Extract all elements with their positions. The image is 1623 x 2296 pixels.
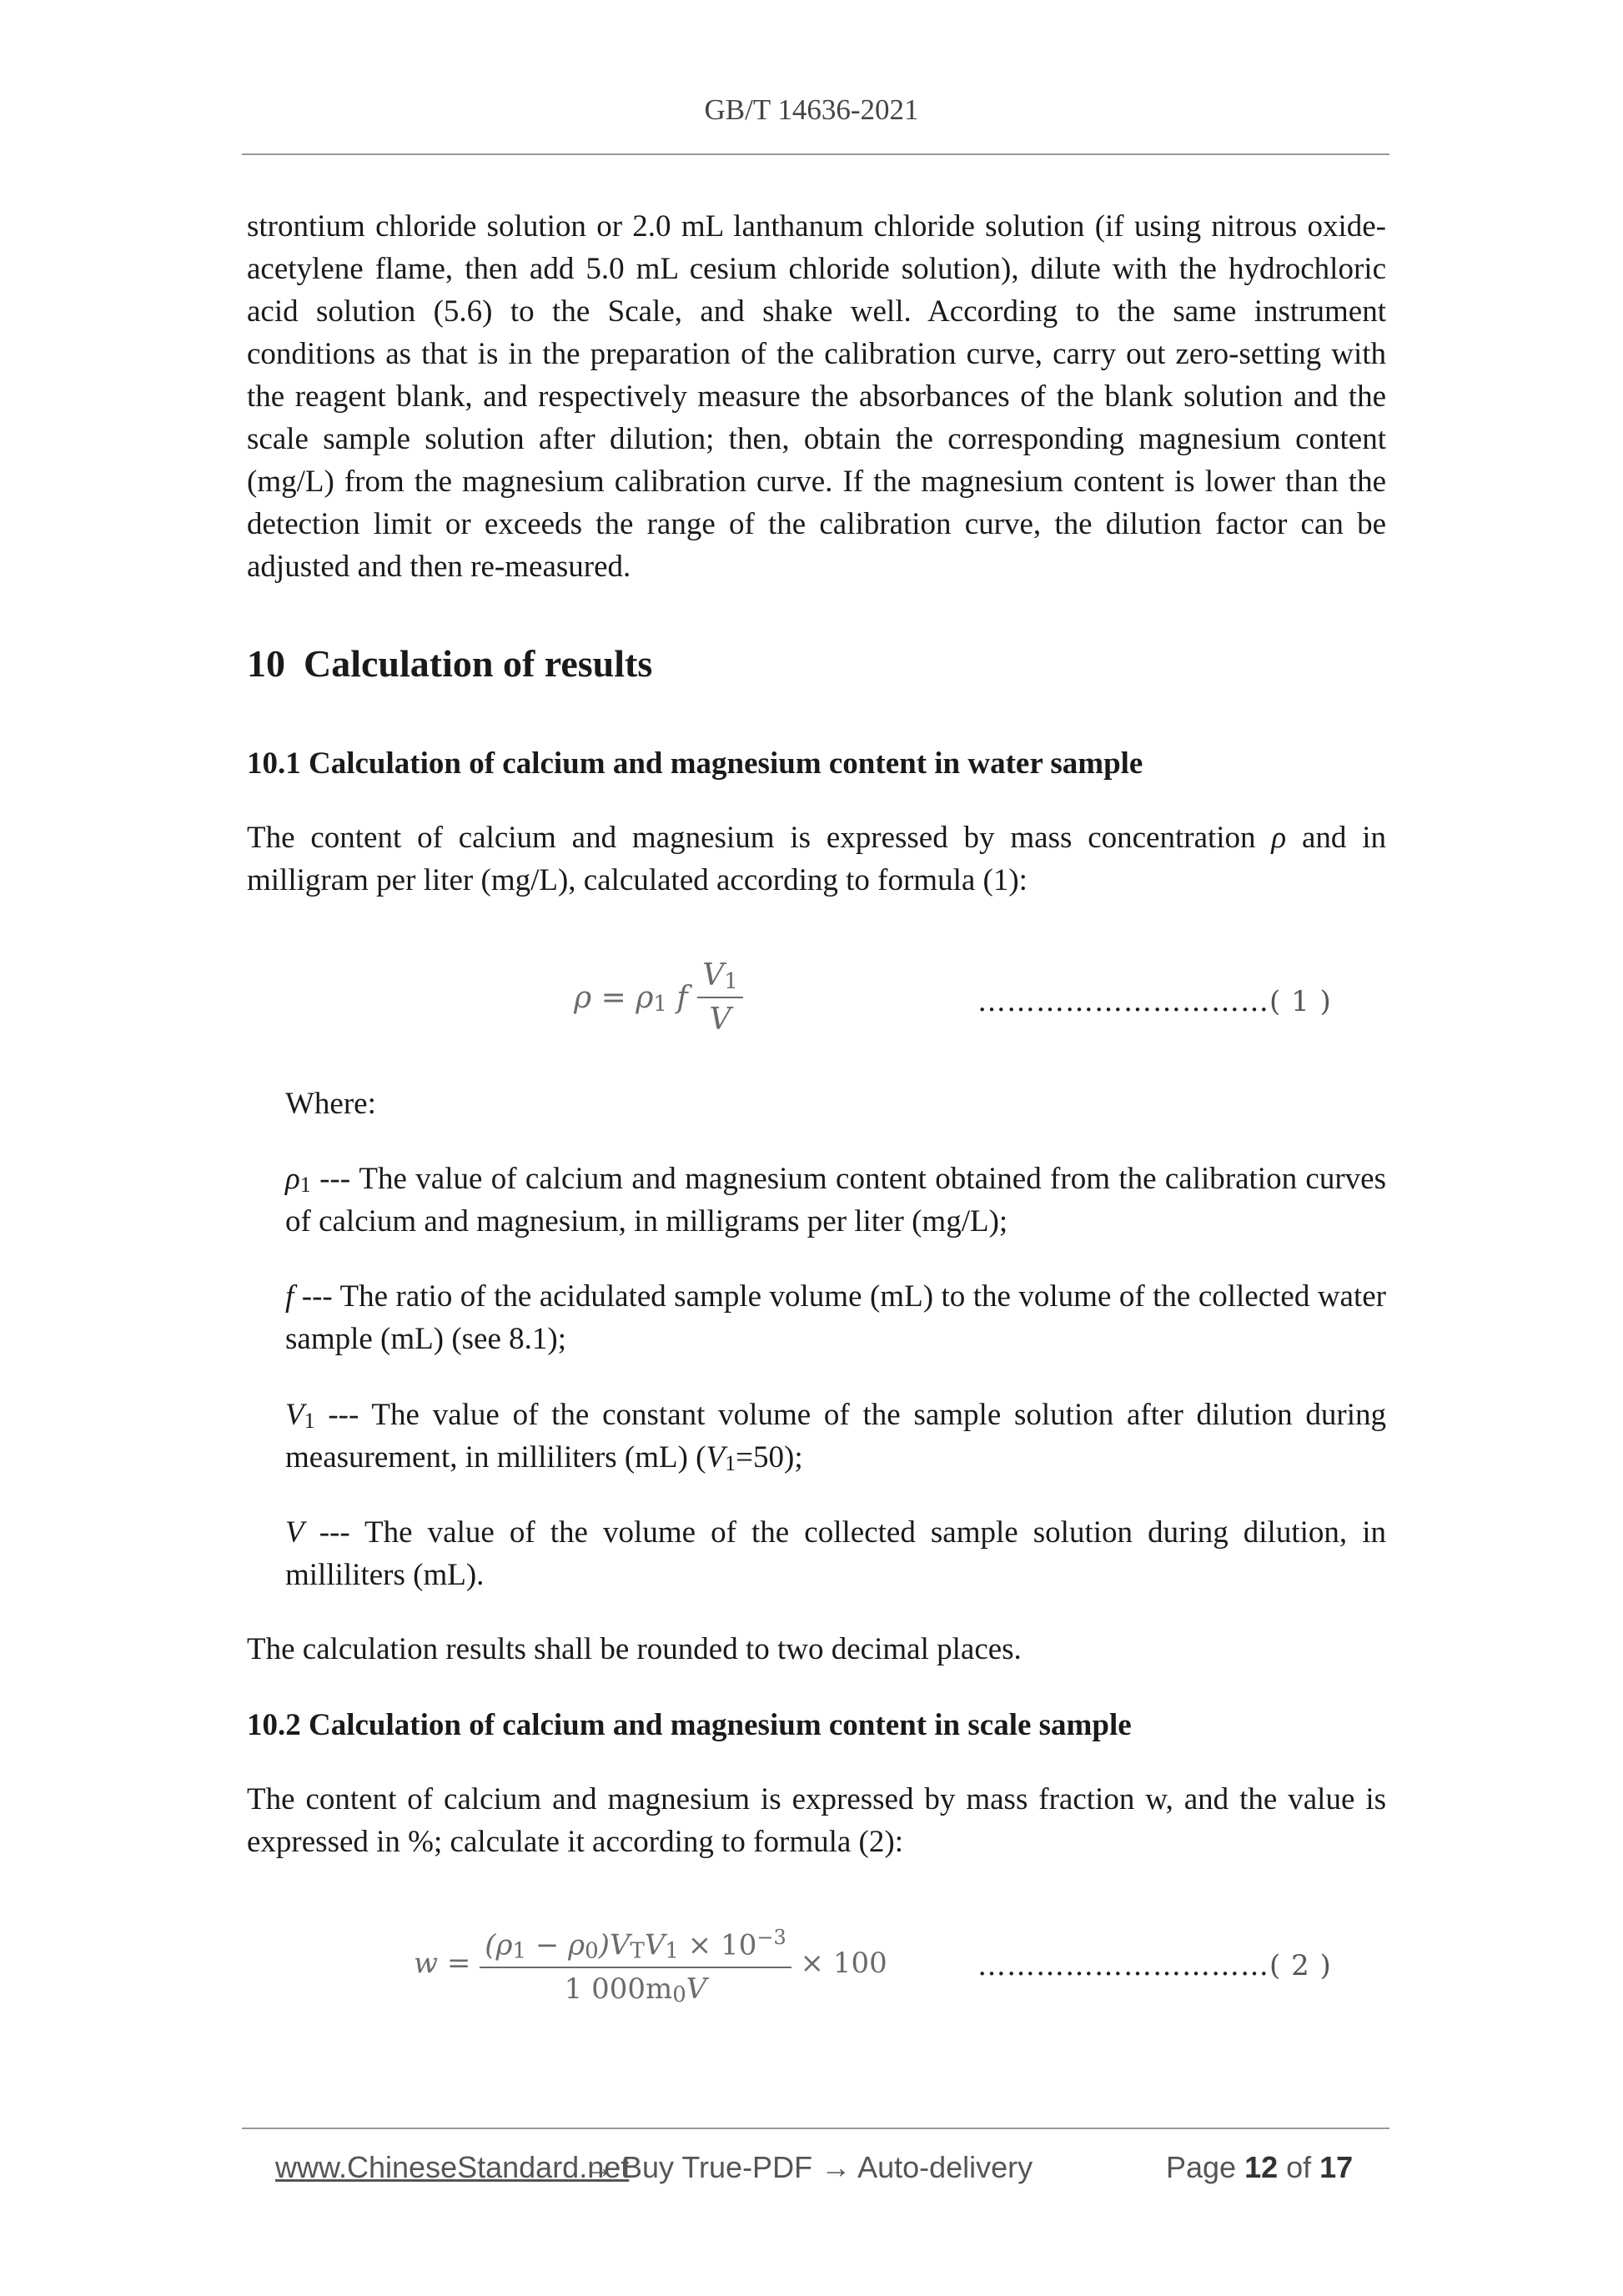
subsection-10-2-intro: The content of calcium and magnesium is expressed by mass fraction w, and the value is expressed in %; calculate it according to formula (2):: [247, 1782, 1386, 1859]
subsection-10-1-heading: 10.1 Calculation of calcium and magnesium content in water sample: [247, 746, 1143, 781]
footer-tagline: → Buy True-PDF → Auto-delivery: [584, 2150, 1033, 2184]
formula-1-label: ( 1 ): [1269, 985, 1332, 1018]
formula-2-leader: …………………………( 2 ): [977, 1949, 1332, 1982]
formula-1-leader: …………………………( 1 ): [977, 985, 1332, 1018]
formula-1: $\rho = \rho_1$ f $\frac{V_1}{V}$: [574, 954, 743, 1041]
total-pages: 17: [1319, 2150, 1354, 2184]
continued-paragraph: strontium chloride solution or 2.0 mL lanthanum chloride solution (if using nitrous oxide-acetylene flame, then add 5.0 mL cesium chloride solution), dilute with the hydrochloric acid solution (5.6) to the Scale, and shake well. According to the same instrument conditions as that is in the preparation of the calibration curve, carry out zero-setting with the reagent blank, and respectively measure the absorbances of the blank solution and the scale sample solution after dilution; then, obtain the corresponding magnesium content (mg/L) from the magnesium calibration curve. If the magnesium content is lower than the detection limit or exceeds the range of the calibration curve, the dilution factor can be adjusted and then re-measured.: [247, 209, 1386, 584]
standard-number: GB/T 14636-2021: [704, 93, 919, 126]
document-header: [0, 93, 1623, 127]
where-label: Where:: [285, 1087, 376, 1121]
definition-v: V --- The value of the volume of the collected sample solution during dilution, in milliliters (mL).: [285, 1515, 1386, 1592]
formula-2: w = $\frac{(\rho_1 - \rho_0)V_TV_1 \times 10^{-3}}{1 000m_0V}$ × 100: [414, 1917, 887, 2011]
page-indicator: Page 12 of 17: [1166, 2150, 1354, 2184]
definition-rho1: $\rho_1$ --- The value of calcium and magnesium content obtained from the calibration curves of calcium and magnesium, in milligrams per liter (mg/L);: [285, 1162, 1386, 1238]
formula-2-fraction: $\frac{(\rho_1 - \rho_0)V_TV_1 \times 10^{-3}}{1 000m_0V}$: [480, 1917, 791, 2011]
definition-f: f --- The ratio of the acidulated sample volume (mL) to the volume of the collected water sample (mL) (see 8.1);: [285, 1279, 1386, 1356]
section-number: 10: [247, 642, 285, 685]
formula-2-label: ( 2 ): [1269, 1949, 1332, 1982]
chinesestandard-link[interactable]: www.ChineseStandard.net: [275, 2150, 630, 2184]
section-10-heading: [247, 642, 652, 685]
current-page: 12: [1244, 2150, 1279, 2184]
formula-1-fraction: $\frac{V_1}{V}$: [697, 954, 743, 1041]
footer-rule: [242, 2128, 1389, 2129]
definition-v1: $V_1$ --- The value of the constant volume of the sample solution after dilution during measurement, in milliliters (mL) $(V_1=50)$;: [285, 1398, 1386, 1475]
subsection-10-1-intro: The content of calcium and magnesium is expressed by mass concentration ρ and in milligram per liter (mg/L), calculated according to formula (1):: [247, 821, 1386, 897]
header-rule: [242, 153, 1389, 155]
subsection-10-2-heading: 10.2 Calculation of calcium and magnesium content in scale sample: [247, 1708, 1132, 1742]
section-title: Calculation of results: [304, 642, 653, 685]
rho-symbol: ρ: [1271, 821, 1287, 855]
rounding-note: The calculation results shall be rounded to two decimal places.: [247, 1632, 1022, 1666]
